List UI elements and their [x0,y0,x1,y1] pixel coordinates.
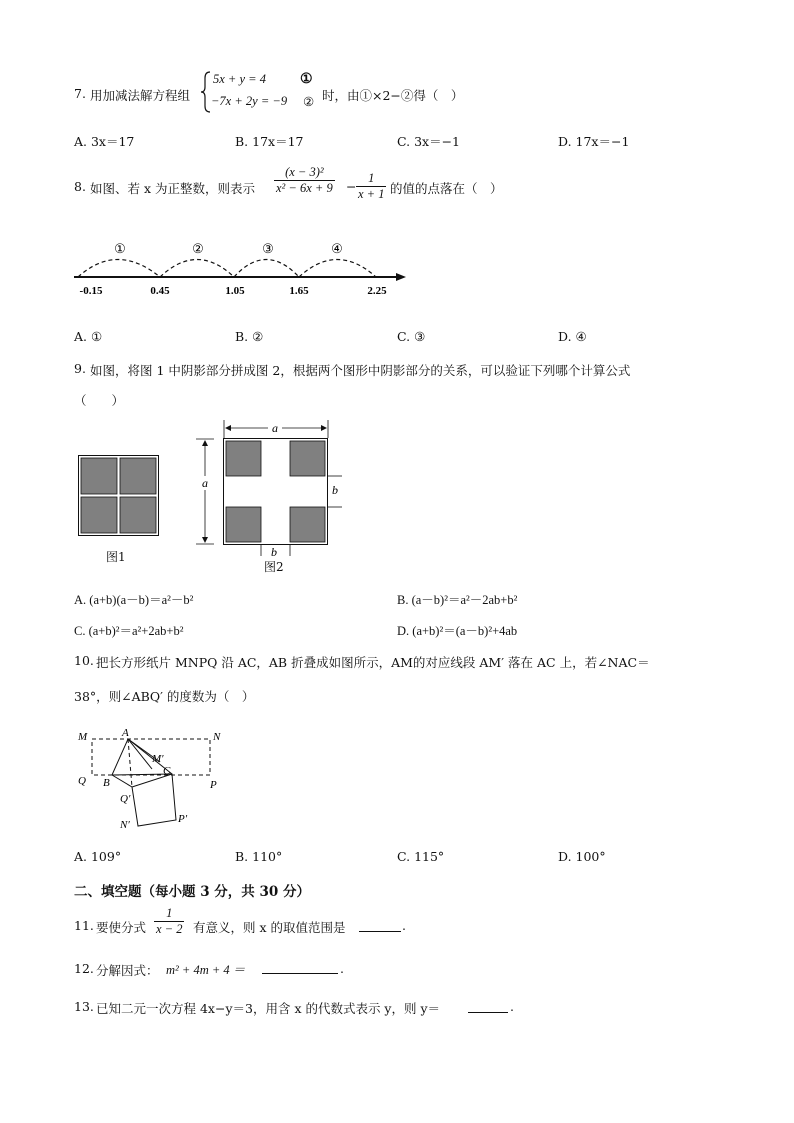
q9-figure-1-caption: 图1 [106,550,126,564]
arc-2 [160,260,234,278]
q10-option-d: D. 100° [558,849,606,864]
q7-eq1-mark: ① [300,71,313,87]
q11-numerator: 1 [154,906,184,922]
q11-number: 11. [74,918,94,933]
label-N: N [213,731,221,743]
q9-option-d: D. (a+b)²＝(a－b)²+4ab [397,624,518,638]
tick-label-2: 0.45 [150,285,170,297]
q8-suffix: 的值的点落在（ ） [390,181,503,196]
label-M-prime: M′ [152,753,164,765]
section-2-title: 二、填空题（每小题 3 分，共 30 分） [74,884,310,900]
q9-figure-1 [78,455,160,537]
q10-option-c: C. 115° [397,849,445,864]
q8-fraction-2 [356,171,386,202]
q12-prefix: 分解因式： [96,963,159,978]
q10-line-1: 把长方形纸片 MNPQ 沿 AC，AB 折叠成如图所示，AM的对应线段 AM′ 落在 AC 上，若∠NAC＝ [96,655,650,670]
q8-option-d: D. ④ [558,329,587,344]
label-M: M [78,731,88,743]
arc-1 [78,260,160,278]
label-Q: Q [78,775,86,787]
q11-answer-blank[interactable] [359,919,401,932]
q12-end: . [340,961,344,976]
q10-number: 10. [74,653,94,668]
number-line-arrow-icon [396,273,406,281]
arc-label-3: ③ [262,241,274,256]
label-Q-prime: Q′ [120,793,131,805]
label-P-prime: P′ [178,813,188,825]
q13-number: 13. [74,999,94,1014]
q7-eq2: −7x + 2y = −9 [211,94,288,108]
q11-suffix: 有意义，则 x 的取值范围是 [193,920,346,935]
q11-denominator: x − 2 [156,922,183,936]
q7-option-d: D. 17x＝−1 [558,134,630,149]
label-C: C [163,765,171,777]
q7-eq2-mark: ② [303,94,315,109]
q10-option-b: B. 110° [235,849,283,864]
q12-number: 12. [74,961,94,976]
q9-figure-2-caption: 图2 [264,560,284,574]
label-N-prime: N′ [120,819,130,831]
arc-label-2: ② [192,241,204,256]
q8-option-a: A. ① [74,329,103,344]
q8-number: 8. [74,179,86,194]
q13-answer-blank[interactable] [468,1000,508,1013]
q9-text: 如图，将图 1 中阴影部分拼成图 2，根据两个图形中阴影部分的关系，可以验证下列哪个计算公式 [90,363,631,378]
q8-frac1-numerator: (x − 3)² [274,165,335,181]
q11-prefix: 要使分式 [96,920,147,935]
q8-option-b: B. ② [235,329,264,344]
q9-paren: （ ） [74,393,125,408]
q9-option-a: A. (a+b)(a－b)＝a²－b² [74,593,194,607]
q8-frac2-denominator: x + 1 [358,187,385,201]
q8-fraction-1 [274,165,335,196]
q13-end: . [510,999,514,1014]
q8-frac2-numerator: 1 [356,171,386,187]
q9-figure-2 [194,418,354,558]
q9-fig2-top-a: a [272,421,278,435]
q9-option-b: B. (a－b)²＝a²－2ab+b² [397,593,518,607]
q13-text: 已知二元一次方程 4x−y＝3，用含 x 的代数式表示 y，则 y＝ [96,1001,441,1016]
q7-option-b: B. 17x＝17 [235,134,304,149]
tick-label-5: 2.25 [367,285,387,297]
q10-line-2: 38°，则∠ABQ′ 的度数为（ ） [74,689,255,704]
q7-prefix: 用加减法解方程组 [90,88,191,103]
arc-3 [234,260,299,278]
q12-answer-blank[interactable] [262,961,338,974]
q7-option-c: C. 3x＝−1 [397,134,460,149]
q10-option-a: A. 109° [74,849,122,864]
label-A: A [122,727,129,739]
q8-minus: − [346,179,357,194]
q12-expression: m² + 4m + 4 ＝ [166,963,246,977]
q7-eq1: 5x + y = 4 [213,72,266,86]
q7-suffix: 时，由①×2−②得（ ） [322,88,464,103]
label-B: B [103,777,110,789]
label-P: P [210,779,217,791]
q8-frac1-denominator: x² − 6x + 9 [276,181,333,195]
q10-folding-figure [72,722,232,832]
tick-label-1: -0.15 [79,285,103,297]
q9-number: 9. [74,361,86,376]
q9-fig2-left-a: a [202,476,208,490]
arc-label-1: ① [114,241,126,256]
arc-label-4: ④ [331,241,343,256]
q8-number-line-figure [70,236,415,302]
q11-end: . [402,918,406,933]
tick-label-4: 1.65 [289,285,309,297]
q8-option-c: C. ③ [397,329,426,344]
q11-fraction [154,906,184,937]
q7-option-a: A. 3x＝17 [74,134,135,149]
q9-fig2-bottom-b: b [271,545,277,558]
tick-label-3: 1.05 [225,285,245,297]
arc-4 [299,260,376,278]
q9-fig2-right-b: b [332,483,338,497]
q8-prefix: 如图、若 x 为正整数，则表示 [90,181,255,196]
q7-number: 7. [74,86,86,101]
q9-option-c: C. (a+b)²＝a²+2ab+b² [74,624,184,638]
